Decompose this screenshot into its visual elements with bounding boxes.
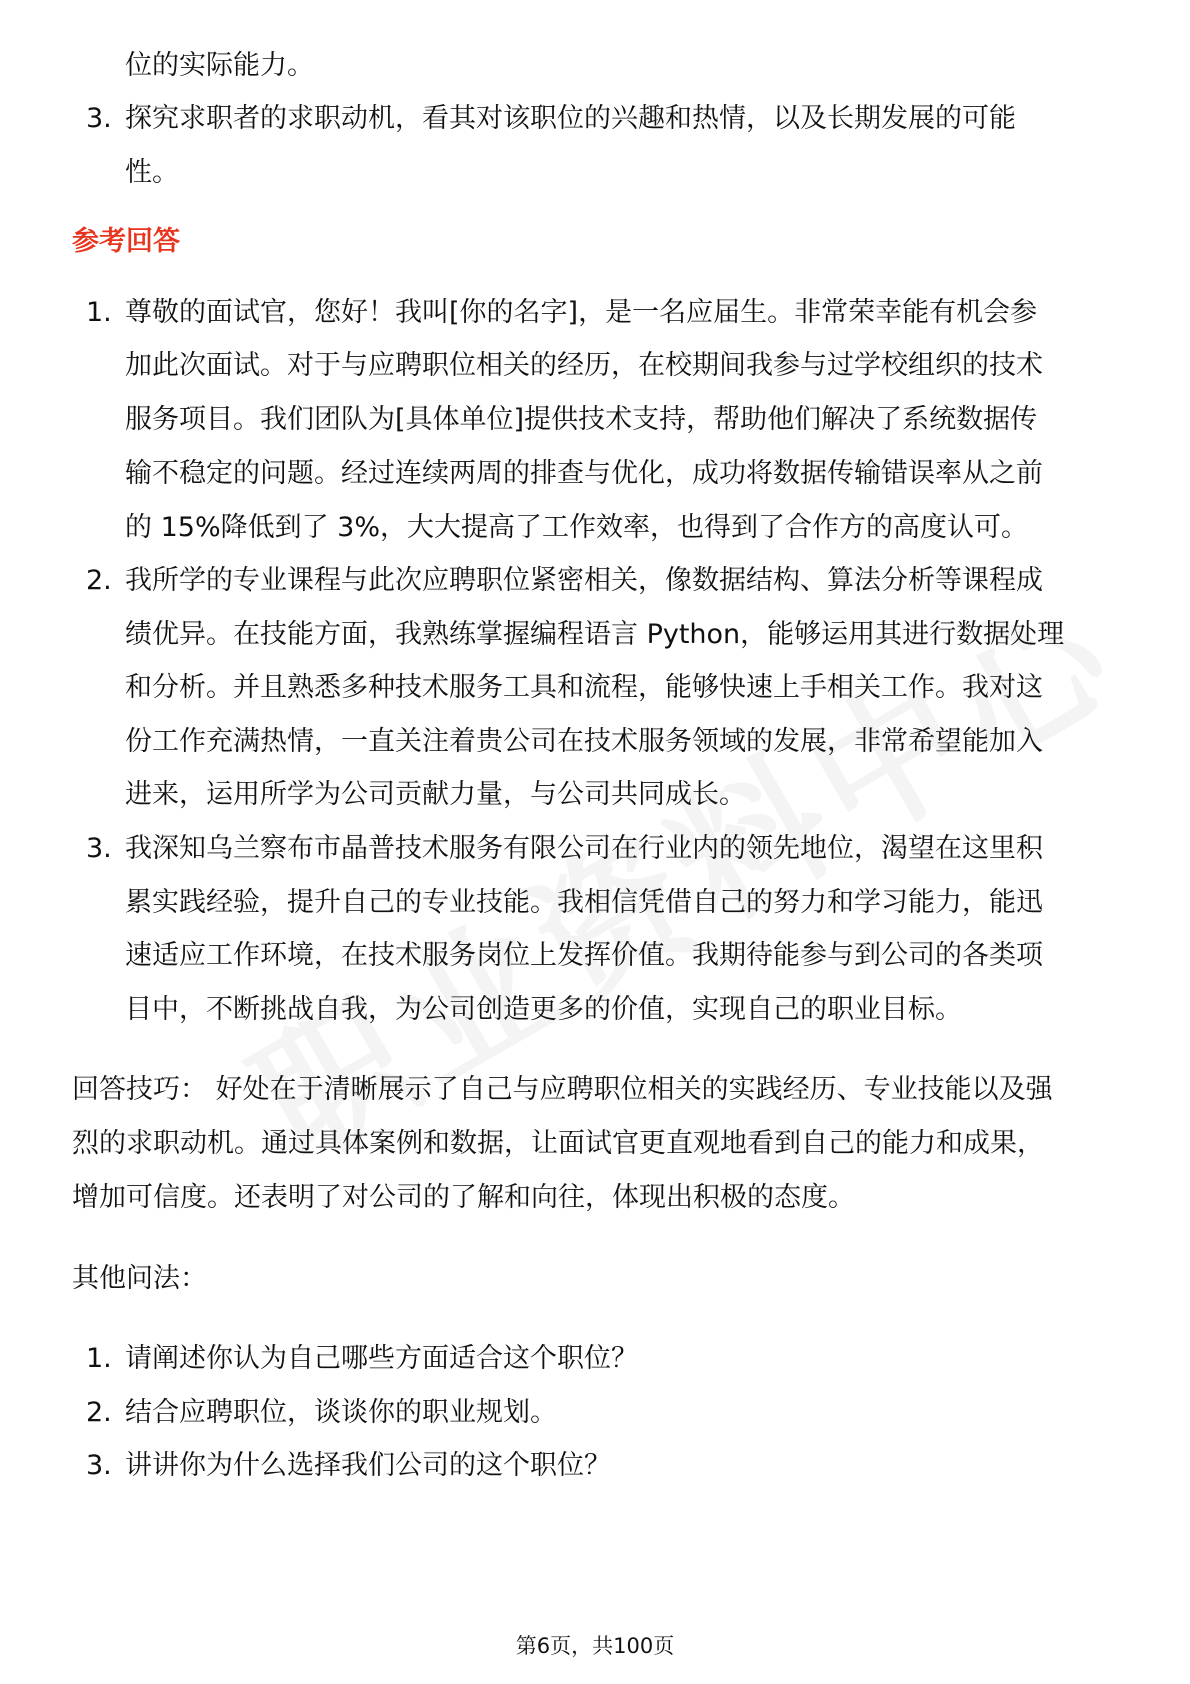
answer-text: 速适应工作环境，在技术服务岗位上发挥价值。我期待能参与到公司的各类项 [125, 940, 1043, 971]
answer-text: 份工作充满热情，一直关注着贵公司在技术服务领域的发展，非常希望能加入 [125, 726, 1043, 757]
list-item-text: 性。 [125, 157, 179, 188]
answer-text: 我深知乌兰察布市晶普技术服务有限公司在行业内的领先地位，渴望在这里积 [125, 833, 1043, 864]
question-text: 请阐述你认为自己哪些方面适合这个职位？ [125, 1343, 638, 1374]
list-number: 1. [86, 1343, 112, 1374]
question-text: 讲讲你为什么选择我们公司的这个职位？ [125, 1450, 611, 1481]
list-item-text: 探究求职者的求职动机，看其对该职位的兴趣和热情，以及长期发展的可能 [125, 103, 1016, 134]
list-number: 1. [86, 297, 112, 328]
list-number: 3. [86, 103, 112, 134]
answer-text: 输不稳定的问题。经过连续两周的排查与优化，成功将数据传输错误率从之前 [125, 458, 1043, 489]
answer-text: 尊敬的面试官，您好！我叫[你的名字]，是一名应届生。非常荣幸能有机会参 [125, 297, 1038, 328]
list-number: 2. [86, 565, 112, 596]
section-heading-reference: 参考回答 [72, 226, 180, 257]
answer-text: 我所学的专业课程与此次应聘职位紧密相关，像数据结构、算法分析等课程成 [125, 565, 1043, 596]
list-number: 2. [86, 1397, 112, 1428]
answer-text: 服务项目。我们团队为[具体单位]提供技术支持，帮助他们解决了系统数据传 [125, 404, 1038, 435]
answer-text: 目中，不断挑战自我，为公司创造更多的价值，实现自己的职业目标。 [125, 994, 962, 1025]
tips-text: 增加可信度。还表明了对公司的了解和向往，体现出积极的态度。 [72, 1182, 855, 1213]
continuation-text: 位的实际能力。 [125, 50, 314, 81]
question-text: 结合应聘职位，谈谈你的职业规划。 [125, 1397, 557, 1428]
answer-text: 加此次面试。对于与应聘职位相关的经历，在校期间我参与过学校组织的技术 [125, 350, 1043, 381]
answer-text: 累实践经验，提升自己的专业技能。我相信凭借自己的努力和学习能力，能迅 [125, 887, 1043, 918]
answer-text: 的 15%降低到了 3%，大大提高了工作效率，也得到了合作方的高度认可。 [125, 512, 1029, 543]
tips-text: 回答技巧： 好处在于清晰展示了自己与应聘职位相关的实践经历、专业技能以及强 [72, 1074, 1053, 1105]
answer-text: 和分析。并且熟悉多种技术服务工具和流程，能够快速上手相关工作。我对这 [125, 672, 1043, 703]
list-number: 3. [86, 833, 112, 864]
page-number: 第6页，共100页 [515, 1634, 675, 1658]
answer-text: 绩优异。在技能方面，我熟练掌握编程语言 Python，能够运用其进行数据处理 [125, 619, 1065, 650]
section-heading-other: 其他问法： [72, 1263, 207, 1294]
answer-text: 进来，运用所学为公司贡献力量，与公司共同成长。 [125, 779, 746, 810]
list-number: 3. [86, 1450, 112, 1481]
tips-text: 烈的求职动机。通过具体案例和数据，让面试官更直观地看到自己的能力和成果， [72, 1128, 1044, 1159]
